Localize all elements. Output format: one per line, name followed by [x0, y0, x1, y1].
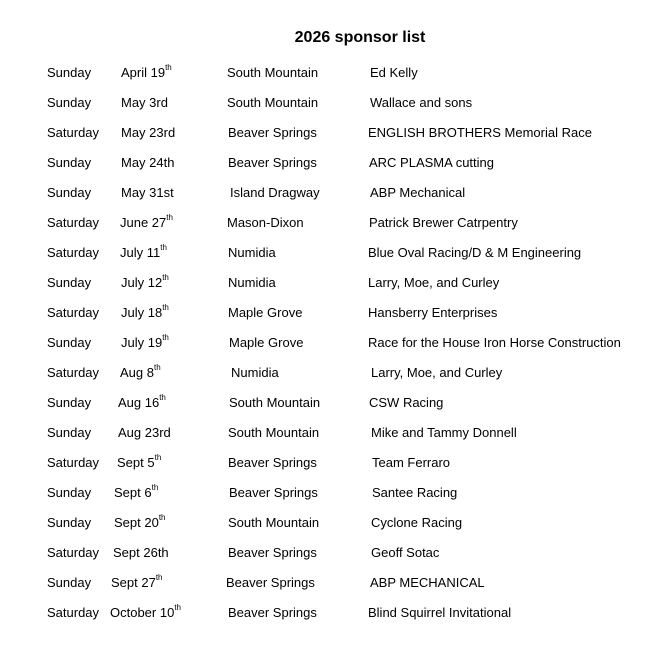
event-row [0, 212, 654, 242]
event-sponsor: Ed Kelly [370, 65, 418, 80]
event-sponsor: ENGLISH BROTHERS Memorial Race [368, 125, 592, 140]
event-venue: South Mountain [228, 515, 320, 530]
event-sponsor: Geoff Sotac [371, 545, 440, 560]
event-day: Sunday [47, 65, 92, 80]
event-venue: South Mountain [227, 95, 319, 110]
event-day: Saturday [47, 305, 100, 320]
event-date: June 27th [120, 212, 173, 230]
event-row [0, 602, 654, 632]
event-date: Sept 5th [117, 452, 162, 470]
event-sponsor: Team Ferraro [372, 455, 451, 470]
event-row [0, 92, 654, 122]
event-sponsor: Larry, Moe, and Curley [371, 365, 503, 380]
event-row [0, 332, 654, 362]
event-venue: South Mountain [227, 65, 319, 80]
event-sponsor: Mike and Tammy Donnell [371, 425, 517, 440]
page-title: 2026 sponsor list [294, 29, 426, 46]
event-date: Sept 26th [113, 545, 169, 560]
event-day: Sunday [47, 575, 92, 590]
event-date: July 12th [121, 272, 169, 290]
event-venue: Numidia [228, 275, 276, 290]
event-venue: Numidia [228, 245, 276, 260]
event-row [0, 122, 654, 152]
event-date: April 19th [121, 62, 172, 80]
event-sponsor: ABP Mechanical [370, 185, 466, 200]
event-date: Aug 16th [118, 392, 166, 410]
event-row [0, 512, 654, 542]
event-row [0, 572, 654, 602]
event-date: July 19th [121, 332, 169, 350]
event-venue: Beaver Springs [228, 155, 317, 170]
event-day: Sunday [47, 155, 92, 170]
event-date: July 18th [121, 302, 169, 320]
event-venue: South Mountain [229, 395, 321, 410]
event-sponsor: Larry, Moe, and Curley [368, 275, 500, 290]
event-date: Sept 20th [114, 512, 166, 530]
event-venue: Beaver Springs [229, 485, 318, 500]
event-date: July 11th [120, 242, 167, 260]
event-row [0, 242, 654, 272]
sponsor-schedule [0, 62, 654, 632]
event-sponsor: Blind Squirrel Invitational [368, 605, 512, 620]
event-row [0, 392, 654, 422]
event-venue: Beaver Springs [228, 455, 317, 470]
event-day: Sunday [47, 335, 92, 350]
event-date: May 3rd [121, 95, 168, 110]
event-day: Saturday [47, 455, 100, 470]
event-sponsor: ABP MECHANICAL [370, 575, 485, 590]
event-venue: Island Dragway [230, 185, 320, 200]
event-row [0, 362, 654, 392]
event-sponsor: Hansberry Enterprises [368, 305, 498, 320]
event-sponsor: Cyclone Racing [371, 515, 463, 530]
event-date: Sept 6th [114, 482, 159, 500]
event-date: May 23rd [121, 125, 176, 140]
event-date: October 10th [110, 602, 181, 620]
event-venue: Beaver Springs [226, 575, 315, 590]
event-venue: Beaver Springs [228, 545, 317, 560]
event-day: Sunday [47, 515, 92, 530]
event-day: Saturday [47, 245, 100, 260]
event-date: Aug 8th [120, 362, 161, 380]
event-day: Saturday [47, 365, 100, 380]
event-day: Saturday [47, 215, 100, 230]
event-row [0, 482, 654, 512]
event-sponsor: Blue Oval Racing/D & M Engineering [368, 245, 582, 260]
event-row [0, 422, 654, 452]
event-row [0, 542, 654, 572]
event-day: Sunday [47, 485, 92, 500]
event-venue: Numidia [231, 365, 279, 380]
event-day: Sunday [47, 95, 92, 110]
event-venue: Maple Grove [228, 305, 303, 320]
event-venue: Mason-Dixon [227, 215, 304, 230]
event-date: May 31st [121, 185, 174, 200]
event-row [0, 272, 654, 302]
event-day: Saturday [47, 125, 100, 140]
event-date: Sept 27th [111, 572, 163, 590]
event-day: Sunday [47, 275, 92, 290]
event-row [0, 182, 654, 212]
event-date: May 24th [121, 155, 175, 170]
event-row [0, 452, 654, 482]
event-venue: Maple Grove [229, 335, 304, 350]
event-venue: Beaver Springs [228, 605, 317, 620]
event-date: Aug 23rd [118, 425, 171, 440]
event-day: Sunday [47, 185, 92, 200]
event-sponsor: Santee Racing [372, 485, 458, 500]
event-sponsor: Wallace and sons [370, 95, 473, 110]
event-day: Sunday [47, 425, 92, 440]
event-sponsor: CSW Racing [369, 395, 444, 410]
event-sponsor: Patrick Brewer Catrpentry [369, 215, 518, 230]
event-venue: Beaver Springs [228, 125, 317, 140]
event-day: Sunday [47, 395, 92, 410]
event-row [0, 152, 654, 182]
event-row [0, 62, 654, 92]
event-venue: South Mountain [228, 425, 320, 440]
event-day: Saturday [47, 605, 100, 620]
event-day: Saturday [47, 545, 100, 560]
event-sponsor: Race for the House Iron Horse Construction [368, 335, 621, 350]
event-row [0, 302, 654, 332]
event-sponsor: ARC PLASMA cutting [369, 155, 494, 170]
